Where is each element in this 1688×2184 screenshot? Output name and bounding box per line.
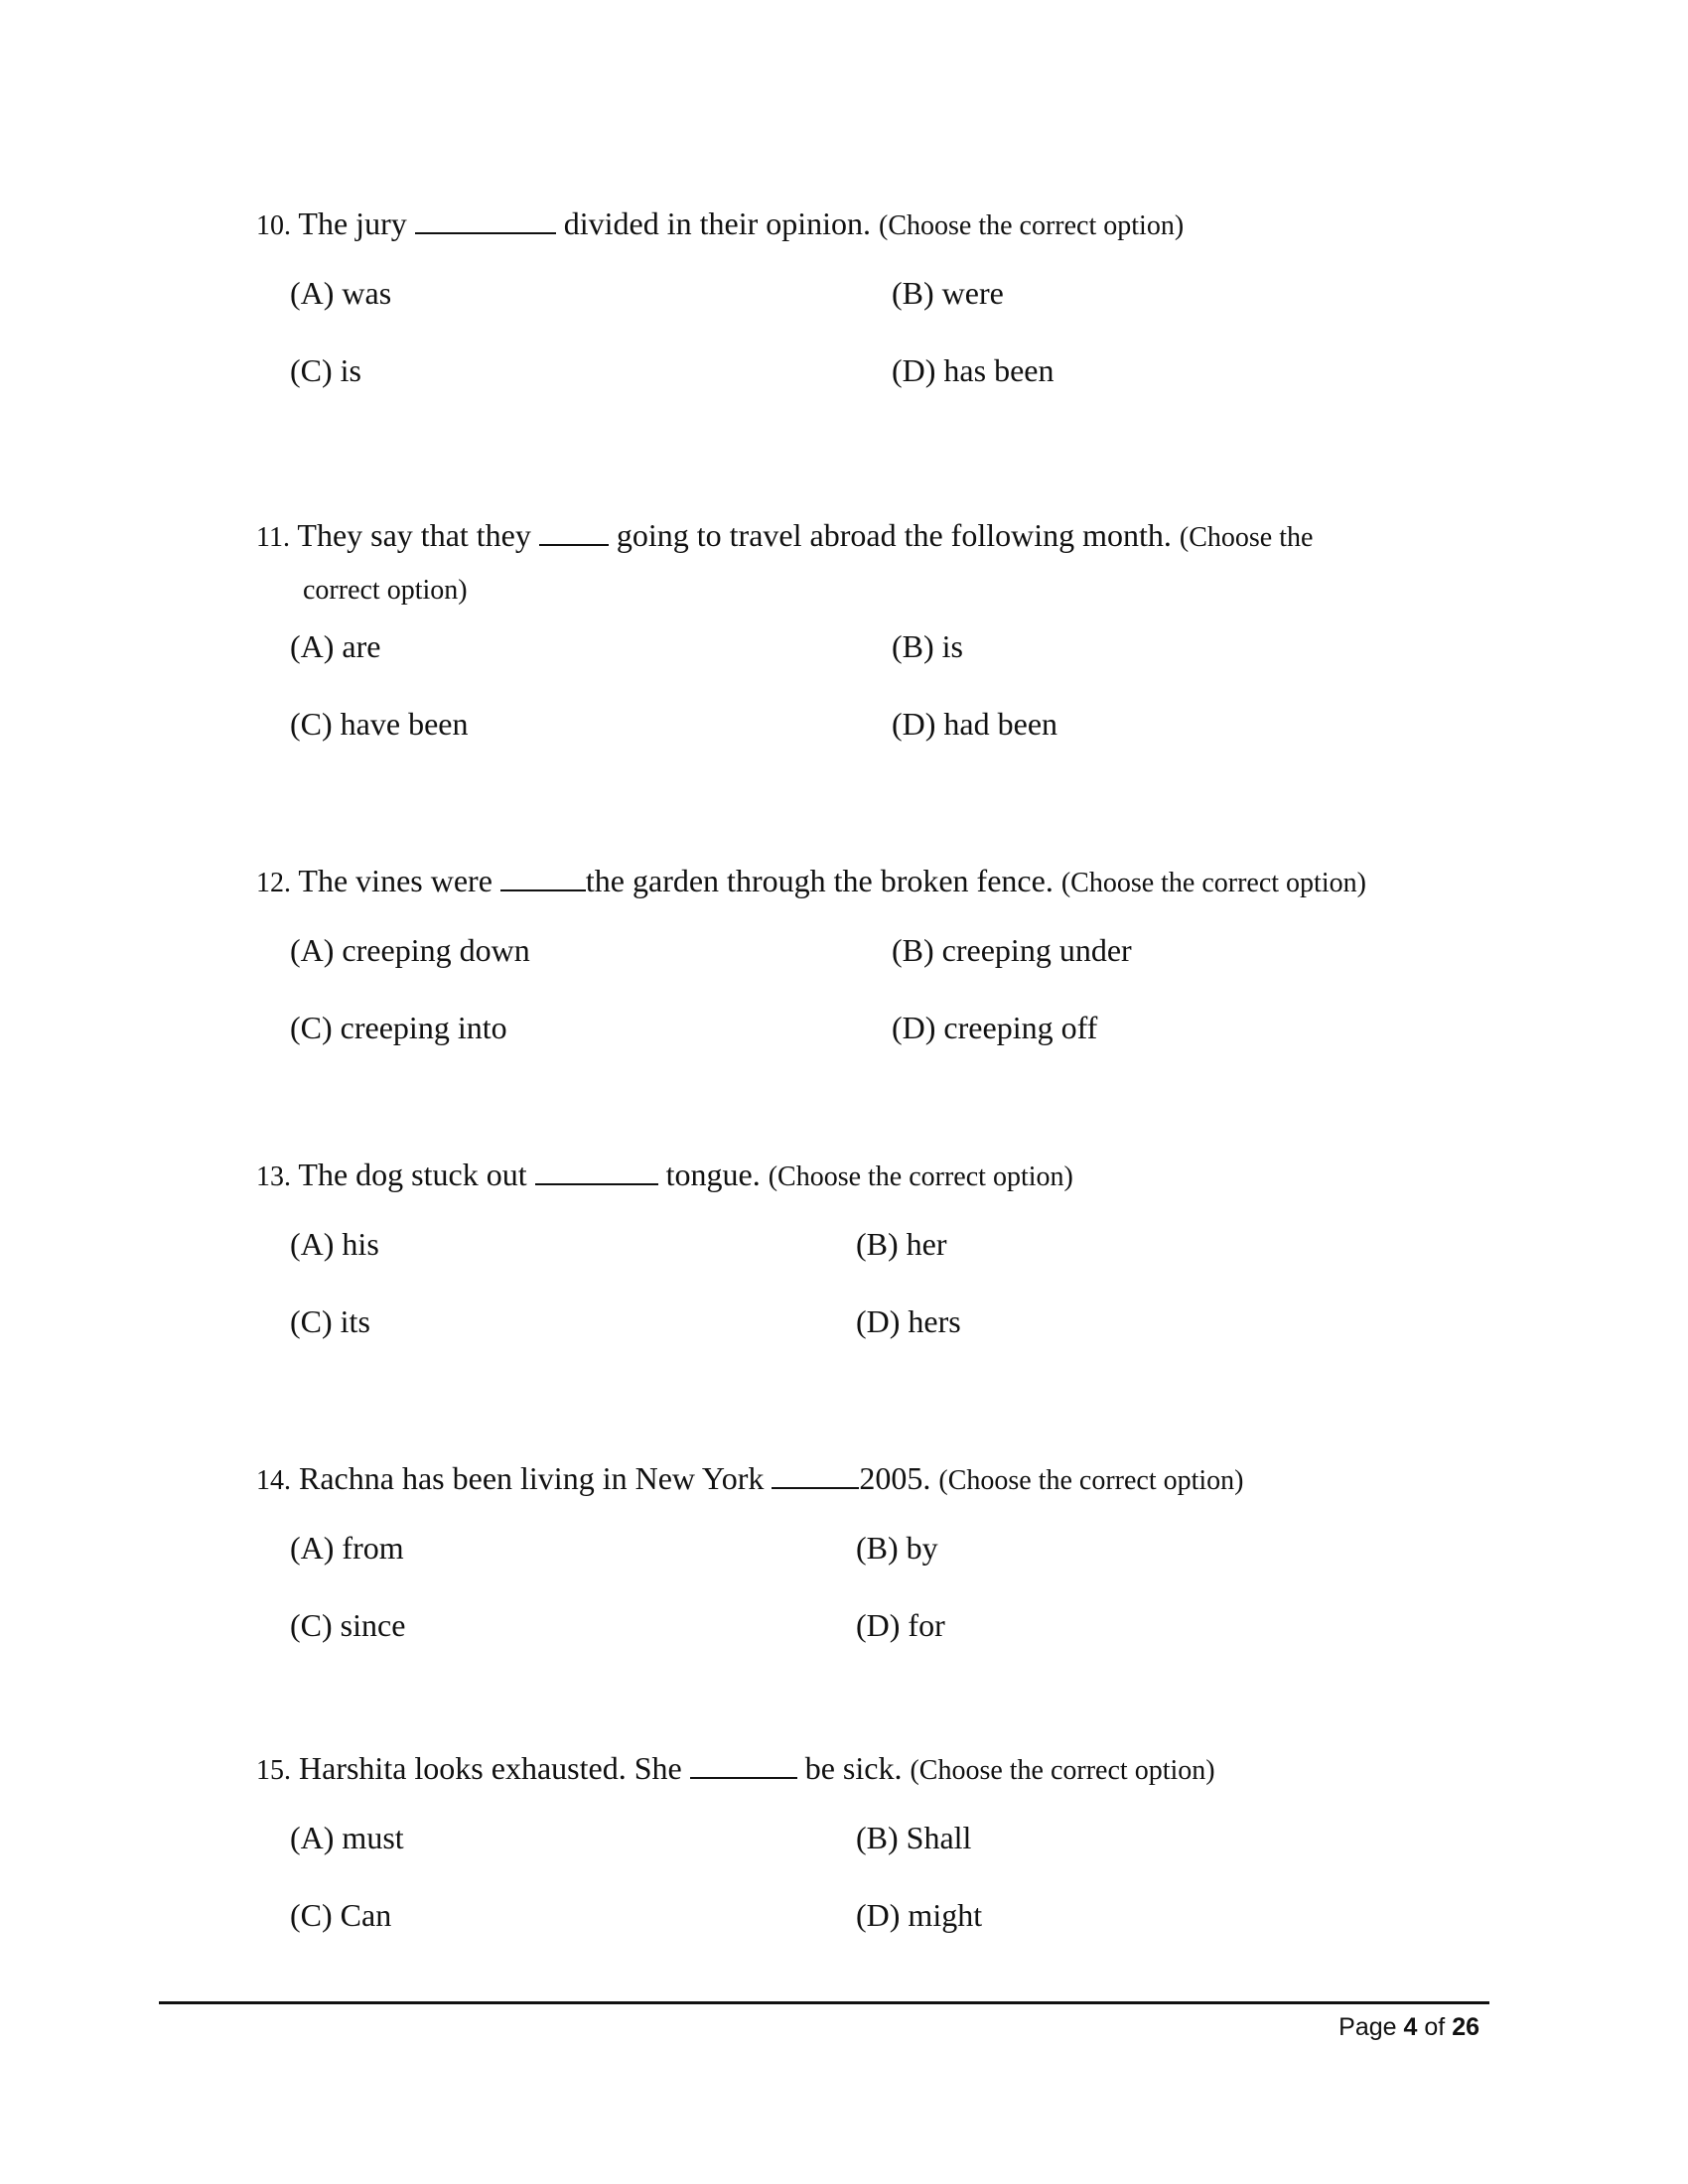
question-instruction: (Choose the correct option): [938, 1465, 1244, 1496]
option-b: (B) were: [892, 275, 1004, 311]
option-a: (A) creeping down: [290, 932, 530, 968]
question-11: [256, 506, 1487, 783]
answer-blank: [415, 208, 556, 234]
option-c: (C) creeping into: [290, 1010, 507, 1045]
option-d: (D) for: [856, 1607, 945, 1643]
question-text-before-blank: The dog stuck out: [298, 1157, 527, 1192]
footer-divider: [159, 2001, 1489, 2004]
question-number: 13.: [256, 1161, 291, 1192]
question-stem: [256, 1146, 1487, 1206]
options-grid: [256, 1528, 1487, 1685]
question-text-before-blank: Harshita looks exhausted. She: [299, 1750, 682, 1786]
option-c: (C) is: [290, 352, 361, 388]
question-text-after-blank: 2005.: [859, 1460, 931, 1496]
question-stem: [256, 195, 1487, 255]
option-c: (C) have been: [290, 706, 469, 742]
answer-blank: [772, 1463, 859, 1489]
option-a: (A) his: [290, 1226, 379, 1262]
question-14: [256, 1449, 1487, 1685]
question-13: [256, 1146, 1487, 1381]
question-instruction: (Choose the: [1179, 522, 1314, 553]
question-stem: [256, 852, 1487, 912]
question-stem: [256, 1449, 1487, 1510]
question-stem: [256, 506, 1487, 567]
answer-blank: [500, 866, 586, 891]
question-stem: [256, 1739, 1487, 1800]
page-prefix: Page: [1338, 2013, 1397, 2041]
question-text-before-blank: Rachna has been living in New York: [299, 1460, 765, 1496]
option-b: (B) creeping under: [892, 932, 1132, 968]
option-c: (C) since: [290, 1607, 406, 1643]
option-a: (A) from: [290, 1530, 404, 1566]
option-d: (D) creeping off: [892, 1010, 1098, 1045]
option-a: (A) must: [290, 1820, 404, 1855]
option-b: (B) her: [856, 1226, 947, 1262]
question-text-after-blank: going to travel abroad the following month.: [616, 517, 1172, 553]
options-grid: [256, 626, 1487, 783]
option-d: (D) has been: [892, 352, 1055, 388]
option-d: (D) had been: [892, 706, 1058, 742]
question-text-before-blank: The vines were: [298, 863, 492, 898]
answer-blank: [535, 1160, 658, 1185]
question-number: 15.: [256, 1755, 291, 1786]
question-10: [256, 195, 1487, 430]
question-instruction: (Choose the correct option): [910, 1755, 1215, 1786]
question-text-after-blank: be sick.: [804, 1750, 903, 1786]
question-number: 14.: [256, 1465, 291, 1496]
options-grid: [256, 930, 1487, 1087]
options-grid: [256, 1818, 1487, 1975]
question-12: [256, 852, 1487, 1087]
question-instruction: (Choose the correct option): [879, 210, 1185, 241]
question-number: 11.: [256, 522, 290, 553]
question-text-after-blank: divided in their opinion.: [563, 205, 872, 241]
question-number: 10.: [256, 210, 291, 241]
option-b: (B) by: [856, 1530, 938, 1566]
question-instruction: (Choose the correct option): [768, 1161, 1073, 1192]
question-text-after-blank: tongue.: [665, 1157, 761, 1192]
option-b: (B) is: [892, 628, 963, 664]
option-c: (C) Can: [290, 1897, 392, 1933]
page-total: 26: [1452, 2013, 1479, 2041]
question-number: 12.: [256, 868, 291, 898]
page-current: 4: [1403, 2013, 1418, 2041]
question-text-before-blank: They say that they: [297, 517, 531, 553]
option-a: (A) are: [290, 628, 381, 664]
question-instruction-continued: correct option): [303, 575, 468, 606]
question-text-after-blank: the garden through the broken fence.: [585, 863, 1054, 898]
option-c: (C) its: [290, 1303, 370, 1339]
page-number: [1338, 2013, 1479, 2042]
answer-blank: [539, 520, 609, 546]
question-text-before-blank: The jury: [298, 205, 407, 241]
option-a: (A) was: [290, 275, 392, 311]
answer-blank: [690, 1753, 797, 1779]
option-b: (B) Shall: [856, 1820, 972, 1855]
page-of: of: [1424, 2013, 1446, 2041]
option-d: (D) hers: [856, 1303, 961, 1339]
question-15: [256, 1739, 1487, 1975]
options-grid: [256, 273, 1487, 430]
option-d: (D) might: [856, 1897, 983, 1933]
options-grid: [256, 1224, 1487, 1381]
question-instruction: (Choose the correct option): [1060, 868, 1366, 898]
